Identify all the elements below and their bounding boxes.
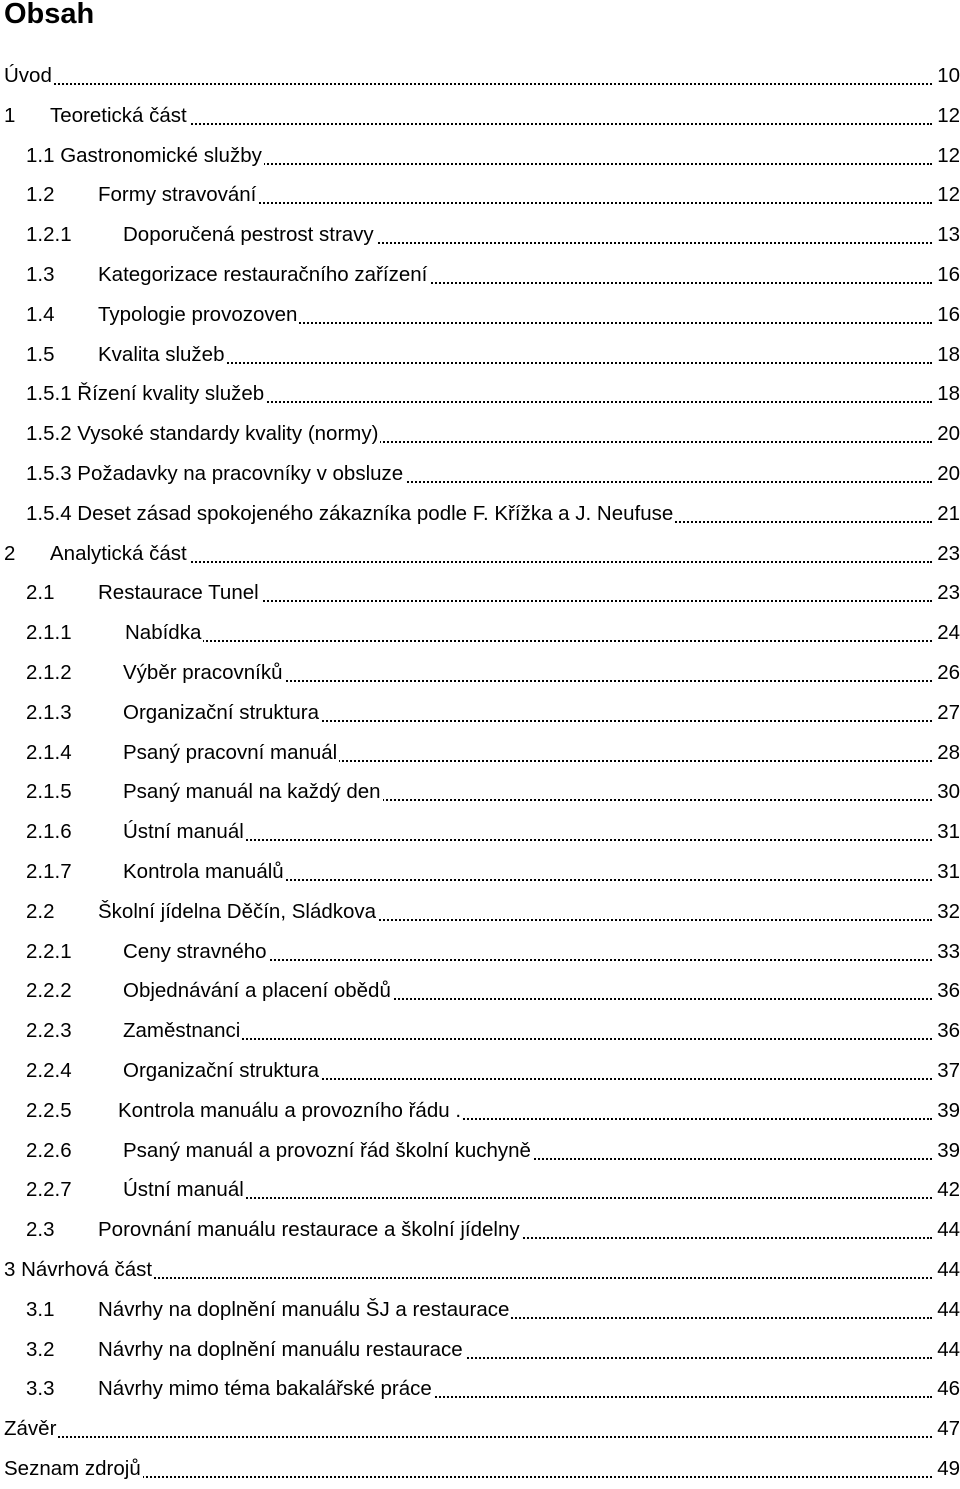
toc-entry-number: 2.1.4 <box>26 733 74 773</box>
toc-entry-number: 1.2 <box>26 175 57 215</box>
toc-entry-page-number: 44 <box>935 1290 960 1330</box>
toc-entry-title: Závěr <box>4 1409 58 1449</box>
toc-entry[interactable] <box>0 653 960 693</box>
toc-entry-number: 2.1 <box>26 573 57 613</box>
toc-entry-page-number: 16 <box>935 295 960 335</box>
toc-entry-page-number: 18 <box>935 374 960 414</box>
toc-entry-title: Analytická část <box>50 534 189 574</box>
toc-entry[interactable] <box>0 175 960 215</box>
toc-entry[interactable] <box>0 414 960 454</box>
toc-entry[interactable] <box>0 613 960 653</box>
toc-entry-number: 2.1.6 <box>26 812 74 852</box>
toc-entry[interactable] <box>0 494 960 534</box>
toc-entry-page-number: 12 <box>935 175 960 215</box>
toc-entry-page-number: 20 <box>935 414 960 454</box>
toc-entry-number: 2.2.6 <box>26 1131 74 1171</box>
toc-entry-number: 2.1.5 <box>26 772 74 812</box>
toc-entry-number: 2.2.4 <box>26 1051 74 1091</box>
toc-entry[interactable] <box>0 374 960 414</box>
toc-entry-number: 2.1.3 <box>26 693 74 733</box>
toc-entry-title: Nabídka <box>125 613 203 653</box>
toc-entry-title: Ústní manuál <box>123 1170 246 1210</box>
toc-entry-page-number: 39 <box>935 1131 960 1171</box>
toc-entry[interactable] <box>0 573 960 613</box>
toc-entry-title: Psaný pracovní manuál <box>123 733 339 773</box>
toc-entry-page-number: 46 <box>935 1369 960 1409</box>
dot-leader <box>131 640 932 642</box>
toc-entry[interactable] <box>0 454 960 494</box>
toc-entry-number: 1.4 <box>26 295 57 335</box>
toc-entry-page-number: 32 <box>935 892 960 932</box>
toc-entry-page-number: 13 <box>935 215 960 255</box>
page-title: Obsah <box>4 0 95 30</box>
toc-entry-number: 3.1 <box>26 1290 57 1330</box>
toc-entry[interactable] <box>0 812 960 852</box>
toc-entry-page-number: 44 <box>935 1210 960 1250</box>
toc-entry-number: 2.2.3 <box>26 1011 74 1051</box>
toc-entry-page-number: 33 <box>935 932 960 972</box>
toc-entry[interactable] <box>0 1131 960 1171</box>
toc-entry-page-number: 26 <box>935 653 960 693</box>
toc-entry[interactable] <box>0 1369 960 1409</box>
toc-entry-title: 3 Návrhová část <box>4 1250 154 1290</box>
toc-entry-title: Zaměstnanci <box>123 1011 242 1051</box>
toc-entry-title: Organizační struktura <box>123 1051 321 1091</box>
toc-entry[interactable] <box>0 1449 960 1489</box>
toc-entry-page-number: 27 <box>935 693 960 733</box>
toc-entry-title: 1.5.4 Deset zásad spokojeného zákazníka podle F. Křížka a J. Neufuse <box>26 494 675 534</box>
toc-entry[interactable] <box>0 215 960 255</box>
toc-entry[interactable] <box>0 136 960 176</box>
toc-entry[interactable] <box>0 693 960 733</box>
toc-entry-title: Organizační struktura <box>123 693 321 733</box>
toc-entry[interactable] <box>0 1091 960 1131</box>
toc-entry-title: Školní jídelna Děčín, Sládkova <box>98 892 378 932</box>
toc-entry[interactable] <box>0 852 960 892</box>
toc-entry-page-number: 23 <box>935 534 960 574</box>
toc-entry[interactable] <box>0 892 960 932</box>
toc-entry[interactable] <box>0 1051 960 1091</box>
toc-entry-number: 2.2.5 <box>26 1091 74 1131</box>
toc-entry-title: Typologie provozoven <box>98 295 299 335</box>
toc-entry-title: 1.5.3 Požadavky na pracovníky v obsluze <box>26 454 405 494</box>
toc-entry-number: 2 <box>4 534 17 574</box>
toc-entry-title: Návrhy mimo téma bakalářské práce <box>98 1369 434 1409</box>
toc-entry[interactable] <box>0 335 960 375</box>
toc-entry[interactable] <box>0 1330 960 1370</box>
toc-entry[interactable] <box>0 1250 960 1290</box>
toc-entry-page-number: 18 <box>935 335 960 375</box>
toc-entry-number: 2.3 <box>26 1210 57 1250</box>
toc-entry-page-number: 12 <box>935 136 960 176</box>
toc-entry-title: 1.5.1 Řízení kvality služeb <box>26 374 266 414</box>
toc-entry-number: 3.3 <box>26 1369 57 1409</box>
toc-entry-number: 3.2 <box>26 1330 57 1370</box>
toc-entry[interactable] <box>0 932 960 972</box>
toc-entry-page-number: 36 <box>935 971 960 1011</box>
toc-entry-title: Seznam zdrojů <box>4 1449 143 1489</box>
toc-entry-page-number: 30 <box>935 772 960 812</box>
toc-entry-page-number: 31 <box>935 852 960 892</box>
toc-entry-number: 2.2 <box>26 892 57 932</box>
toc-entry[interactable] <box>0 295 960 335</box>
toc-entry-number: 1.3 <box>26 255 57 295</box>
dot-leader <box>104 362 932 364</box>
toc-entry-number: 2.1.7 <box>26 852 74 892</box>
dot-leader <box>129 1197 932 1199</box>
toc-entry[interactable] <box>0 96 960 136</box>
toc-entry-page-number: 44 <box>935 1330 960 1370</box>
dot-leader <box>129 1038 932 1040</box>
toc-entry-page-number: 44 <box>935 1250 960 1290</box>
toc-entry-page-number: 28 <box>935 733 960 773</box>
toc-entry-number: 2.1.1 <box>26 613 74 653</box>
toc-entry-title: 1.5.2 Vysoké standardy kvality (normy) <box>26 414 380 454</box>
toc-entry[interactable] <box>0 971 960 1011</box>
toc-entry-title: Úvod <box>4 56 54 96</box>
toc-entry-page-number: 31 <box>935 812 960 852</box>
toc-entry[interactable] <box>0 1011 960 1051</box>
toc-entry[interactable] <box>0 255 960 295</box>
toc-entry-page-number: 42 <box>935 1170 960 1210</box>
toc-entry-title: Kategorizace restauračního zařízení <box>98 255 429 295</box>
toc-entry-number: 2.1.2 <box>26 653 74 693</box>
toc-entry-page-number: 21 <box>935 494 960 534</box>
toc-entry-number: 2.2.7 <box>26 1170 74 1210</box>
toc-entry-title: Kontrola manuálů <box>123 852 286 892</box>
toc-entry-title: Objednávání a placení obědů <box>123 971 393 1011</box>
toc-entry-number: 2.2.1 <box>26 932 74 972</box>
toc-entry[interactable] <box>0 772 960 812</box>
toc-entry-title: Výběr pracovníků <box>123 653 285 693</box>
toc-entry-page-number: 36 <box>935 1011 960 1051</box>
toc-entry-page-number: 16 <box>935 255 960 295</box>
dot-leader <box>10 83 932 85</box>
toc-entry-number: 1 <box>4 96 17 136</box>
toc-entry-page-number: 10 <box>935 56 960 96</box>
toc-entry[interactable] <box>0 1170 960 1210</box>
toc-entry-title: Formy stravování <box>98 175 258 215</box>
toc-entry-page-number: 39 <box>935 1091 960 1131</box>
toc-entry-title: Porovnání manuálu restaurace a školní jídelny <box>98 1210 522 1250</box>
dot-leader <box>10 1436 932 1438</box>
toc-entry[interactable] <box>0 56 960 96</box>
dot-leader <box>129 839 932 841</box>
toc-entry-title: Ústní manuál <box>123 812 246 852</box>
toc-entry-page-number: 12 <box>935 96 960 136</box>
toc-entry-title: Restaurace Tunel <box>98 573 261 613</box>
toc-entry-title: Doporučená pestrost stravy <box>123 215 376 255</box>
toc-entry-title: Psaný manuál na každý den <box>123 772 383 812</box>
toc-entry[interactable] <box>0 733 960 773</box>
dot-leader <box>10 1476 932 1478</box>
toc-entry-number: 2.2.2 <box>26 971 74 1011</box>
toc-entry-title: 1.1 Gastronomické služby <box>26 136 264 176</box>
toc-entry[interactable] <box>0 1210 960 1250</box>
toc-entry-title: Ceny stravného <box>123 932 269 972</box>
toc-entry-page-number: 49 <box>935 1449 960 1489</box>
toc-entry-page-number: 24 <box>935 613 960 653</box>
toc-entry-title: Návrhy na doplnění manuálu ŠJ a restaurace <box>98 1290 511 1330</box>
toc-entry-page-number: 23 <box>935 573 960 613</box>
toc-entry-title: Psaný manuál a provozní řád školní kuchyně <box>123 1131 533 1171</box>
toc-entry[interactable] <box>0 1290 960 1330</box>
toc-entry-title: Kontrola manuálu a provozního řádu . <box>118 1091 463 1131</box>
toc-entry[interactable] <box>0 1409 960 1449</box>
toc-entry-number: 1.2.1 <box>26 215 74 255</box>
toc-entry-title: Návrhy na doplnění manuálu restaurace <box>98 1330 465 1370</box>
toc-entry-page-number: 47 <box>935 1409 960 1449</box>
toc-entry-page-number: 20 <box>935 454 960 494</box>
toc-entry-title: Teoretická část <box>50 96 189 136</box>
toc-entry-title: Kvalita služeb <box>98 335 226 375</box>
toc-entry-page-number: 37 <box>935 1051 960 1091</box>
toc-entry[interactable] <box>0 534 960 574</box>
toc-entry-number: 1.5 <box>26 335 57 375</box>
